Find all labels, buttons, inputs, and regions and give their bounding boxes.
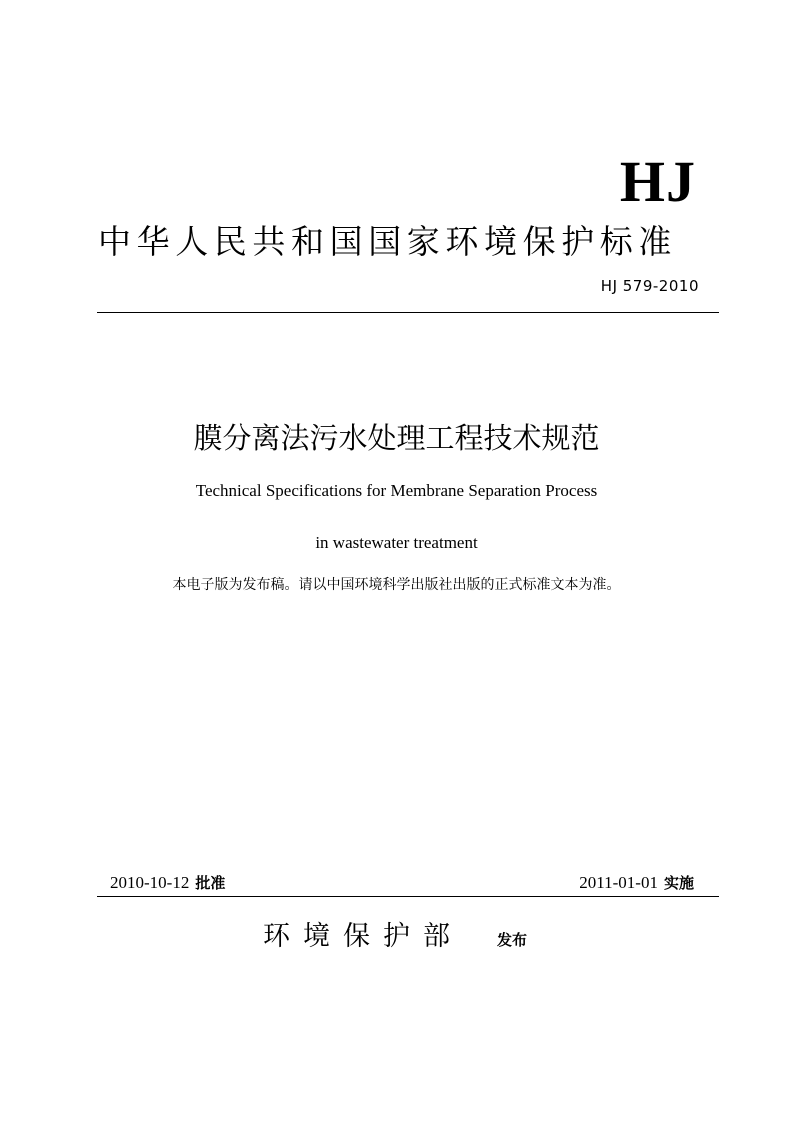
approval-date: 2010-10-12 [110,873,190,892]
effective-label: 实施 [663,874,694,892]
effective-date: 2011-01-01 [579,873,658,892]
issuing-authority: 环境保护部 [263,921,463,952]
document-title-chinese: 膜分离法污水处理工程技术规范 [193,421,600,455]
hj-logo: HJ [619,149,696,214]
electronic-version-notice: 本电子版为发布稿。请以中国环境科学出版社出版的正式标准文本为准。 [172,577,621,593]
document-title-english-line1: Technical Specifications for Membrane Separation Process [195,481,598,500]
standard-series-title: 中华人民共和国国家环境保护标准 [98,222,677,261]
standard-number: HJ 579-2010 [600,277,699,295]
approval-date-block [110,872,225,894]
document-title-english-line2: in wastewater treatment [315,533,478,552]
footer-divider [97,896,719,897]
approval-label: 批准 [195,874,226,892]
header-divider [97,312,719,313]
effective-date-block [579,872,694,894]
issue-label: 发布 [497,931,528,949]
